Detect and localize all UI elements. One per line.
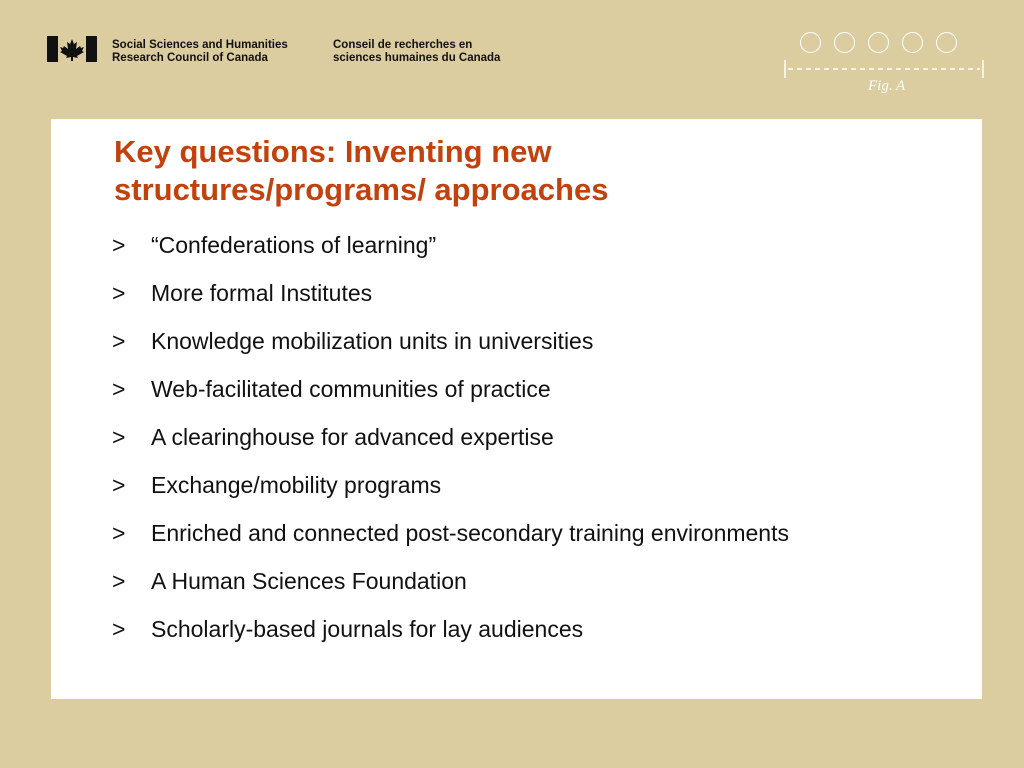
circle-icon [902, 32, 923, 53]
canada-flag-icon [47, 36, 97, 62]
bullet-marker: > [112, 520, 126, 546]
bullet-text: Exchange/mobility programs [151, 472, 442, 498]
bullet-marker: > [112, 424, 126, 450]
bullet-item [112, 421, 812, 454]
bullet-text: Scholarly-based journals for lay audiences [151, 616, 584, 642]
bullet-marker: > [112, 568, 126, 594]
circle-icon [868, 32, 889, 53]
bullet-text: Web-facilitated communities of practice [151, 376, 551, 402]
header [0, 0, 1024, 110]
content-panel [51, 119, 982, 699]
agency-en-line: Social Sciences and Humanities [112, 39, 288, 51]
bullet-item [112, 325, 812, 358]
bullet-marker: > [112, 328, 126, 354]
bullet-text: More formal Institutes [151, 280, 373, 306]
bullet-marker: > [112, 616, 126, 642]
bullet-item [112, 229, 812, 262]
slide-title [114, 133, 814, 209]
bullet-item [112, 469, 812, 502]
bullet-marker: > [112, 232, 126, 258]
bullet-text: Knowledge mobilization units in universities [151, 328, 594, 354]
circle-icon [936, 32, 957, 53]
circle-icon [800, 32, 821, 53]
agency-fr-line: Conseil de recherches en [333, 39, 473, 51]
bullet-text: Enriched and connected post-secondary training environments [151, 520, 789, 546]
bullet-marker: > [112, 280, 126, 306]
bullet-item [112, 277, 812, 310]
bullet-list [112, 229, 812, 661]
bullet-marker: > [112, 472, 126, 498]
bullet-text: “Confederations of learning” [151, 232, 437, 258]
bullet-item [112, 517, 812, 550]
agency-name-english [112, 39, 288, 65]
bullet-marker: > [112, 376, 126, 402]
bullet-text: A clearinghouse for advanced expertise [151, 424, 554, 450]
agency-en-line: Research Council of Canada [112, 52, 268, 64]
bullet-item [112, 613, 812, 646]
circle-icon [834, 32, 855, 53]
dashed-ruler-icon [784, 58, 984, 78]
agency-fr-line: sciences humaines du Canada [333, 52, 501, 64]
title-line: structures/programs/ approaches [114, 172, 609, 207]
bullet-item [112, 565, 812, 598]
agency-name-french [333, 39, 500, 65]
title-line: Key questions: Inventing new [114, 134, 552, 169]
figure-label: Fig. A [868, 78, 906, 94]
bullet-text: A Human Sciences Foundation [151, 568, 467, 594]
bullet-item [112, 373, 812, 406]
